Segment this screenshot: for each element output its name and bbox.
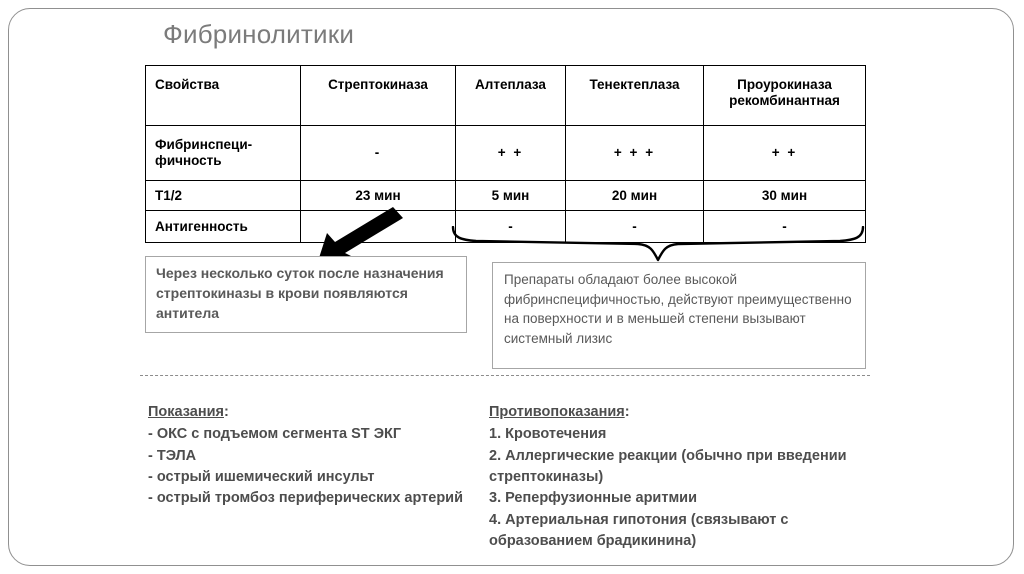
- fibrinolytics-comparison-table: [145, 65, 866, 243]
- row-label-fibrin-specificity-line1: Фибринспеци-: [155, 137, 253, 153]
- callout-antibodies: Через несколько суток после назначения стрептокиназы в крови появляются антитела: [145, 256, 467, 333]
- page-title: Фибринолитики: [163, 19, 355, 49]
- column-header-alteplase: Алтеплаза: [456, 66, 566, 126]
- indications-heading-text: Показания: [148, 404, 224, 420]
- list-item: 1. Кровотечения: [489, 426, 607, 443]
- cell-fibrin-prourokinase: + +: [704, 126, 866, 181]
- list-item: 2. Аллергические реакции (обычно при введении стрептокиназы): [489, 447, 847, 485]
- contraindications-heading-text: Противопоказания: [489, 404, 625, 420]
- table-row-half-life: [146, 181, 866, 211]
- callout-fibrin-specificity: Препараты обладают более высокой фибринспецифичностью, действуют преимущественно на поверхности и в меньшей степени вызывают системный лизис: [492, 262, 866, 369]
- row-label-antigenicity: Антигенность: [146, 211, 301, 243]
- column-header-prourokinase-line2: рекомбинантная: [729, 92, 840, 108]
- table-row-fibrin-specificity: [146, 126, 866, 181]
- row-label-fibrin-specificity-line2: фичность: [155, 153, 222, 168]
- contraindications-section: [489, 402, 879, 552]
- list-item: 3. Реперфузионные аритмии: [489, 490, 698, 507]
- row-label-half-life: T1/2: [146, 181, 301, 211]
- curly-brace-icon: [450, 226, 866, 262]
- cell-antigenicity-tenecteplase: -: [566, 211, 704, 243]
- section-divider: [140, 375, 870, 376]
- list-item: - ТЭЛА: [148, 447, 197, 464]
- column-header-tenecteplase: Тенектеплаза: [566, 66, 704, 126]
- cell-halflife-streptokinase: 23 мин: [301, 181, 456, 211]
- cell-antigenicity-alteplase: -: [456, 211, 566, 243]
- table-header-row: [146, 66, 866, 126]
- cell-fibrin-alteplase: + +: [456, 126, 566, 181]
- column-header-properties: Свойства: [146, 66, 301, 126]
- indications-heading-colon: :: [224, 404, 229, 420]
- cell-antigenicity-prourokinase: -: [704, 211, 866, 243]
- arrow-down-left-icon: [315, 205, 405, 260]
- cell-fibrin-tenecteplase: + + +: [566, 126, 704, 181]
- column-header-prourokinase-line1: Проурокиназа: [737, 77, 832, 92]
- contraindications-list: [489, 424, 879, 552]
- cell-halflife-tenecteplase: 20 мин: [566, 181, 704, 211]
- indications-list: [148, 424, 488, 509]
- cell-fibrin-streptokinase: -: [301, 126, 456, 181]
- list-item: - острый ишемический инсульт: [148, 468, 375, 485]
- column-header-prourokinase: [704, 66, 866, 126]
- cell-halflife-alteplase: 5 мин: [456, 181, 566, 211]
- column-header-streptokinase: Стрептокиназа: [301, 66, 456, 126]
- contraindications-heading-colon: :: [624, 404, 630, 420]
- row-label-fibrin-specificity: [146, 126, 301, 181]
- cell-halflife-prourokinase: 30 мин: [704, 181, 866, 211]
- list-item: - ОКС с подъемом сегмента ST ЭКГ: [148, 426, 402, 443]
- list-item: - острый тромбоз периферических артерий: [148, 490, 464, 507]
- contraindications-heading: [489, 402, 879, 423]
- indications-heading: [148, 402, 488, 423]
- list-item: 4. Артериальная гипотония (связывают с образованием брадикинина): [489, 511, 789, 549]
- indications-section: [148, 402, 488, 510]
